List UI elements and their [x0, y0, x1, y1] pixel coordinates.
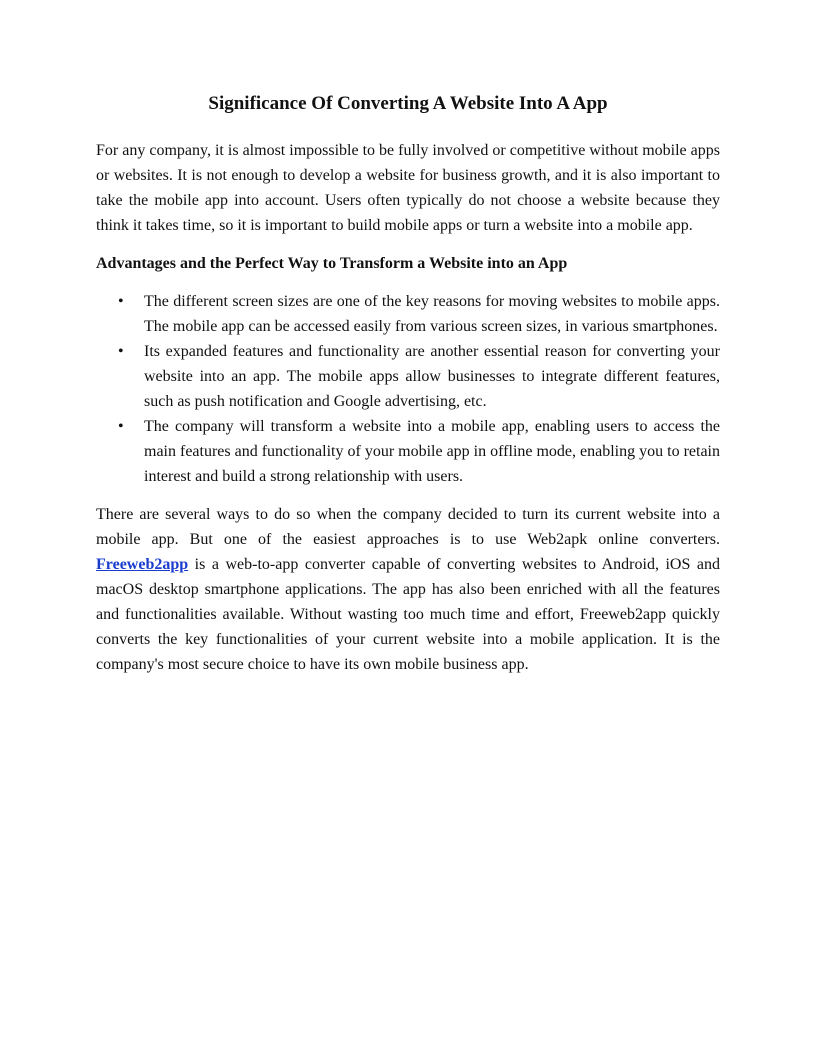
list-item-text: The company will transform a website into a mobile app, enabling users to access the main features and functionality of your mobile app in offline mode, enabling you to retain interest and build a strong relationship with users. — [144, 418, 720, 485]
list-item-text: Its expanded features and functionality are another essential reason for converting your website into an app. The mobile apps allow businesses to integrate different features, such as push notification and Google advertising, etc. — [144, 343, 720, 410]
bullet-icon: • — [118, 293, 124, 310]
list-item — [96, 339, 720, 414]
freeweb2app-link[interactable]: Freeweb2app — [96, 556, 189, 573]
bullet-icon: • — [118, 418, 124, 435]
list-item — [96, 414, 720, 489]
list-item-text: The different screen sizes are one of the key reasons for moving websites to mobile apps. The mobile app can be accessed easily from various screen sizes, in various smartphones. — [144, 293, 720, 335]
intro-paragraph: For any company, it is almost impossible to be fully involved or competitive without mobile apps or websites. It is not enough to develop a website for business growth, and it is also important to take the mobile app into account. Users often typically do not choose a website because they think it takes time, so it is important to build mobile apps or turn a website into a mobile app. — [96, 142, 720, 234]
advantages-list — [96, 289, 720, 489]
document-page — [96, 92, 720, 690]
list-item — [96, 289, 720, 339]
page-title: Significance Of Converting A Website Into A App — [208, 93, 608, 114]
bullet-icon: • — [118, 343, 124, 360]
closing-paragraph — [96, 502, 720, 677]
closing-text-before-link: There are several ways to do so when the company decided to turn its current website into a mobile app. But one of the easiest approaches is to use Web2apk online converters. — [96, 506, 720, 548]
section-subheading: Advantages and the Perfect Way to Transform a Website into an App — [96, 255, 568, 272]
closing-text-after-link: is a web-to-app converter capable of converting websites to Android, iOS and macOS desktop smartphone applications. The app has also been enriched with all the features and functionalities available. Without wasting too much time and effort, Freeweb2app quickly converts the key functionalities of your current website into a mobile application. It is the company's most secure choice to have its own mobile business app. — [96, 556, 720, 673]
